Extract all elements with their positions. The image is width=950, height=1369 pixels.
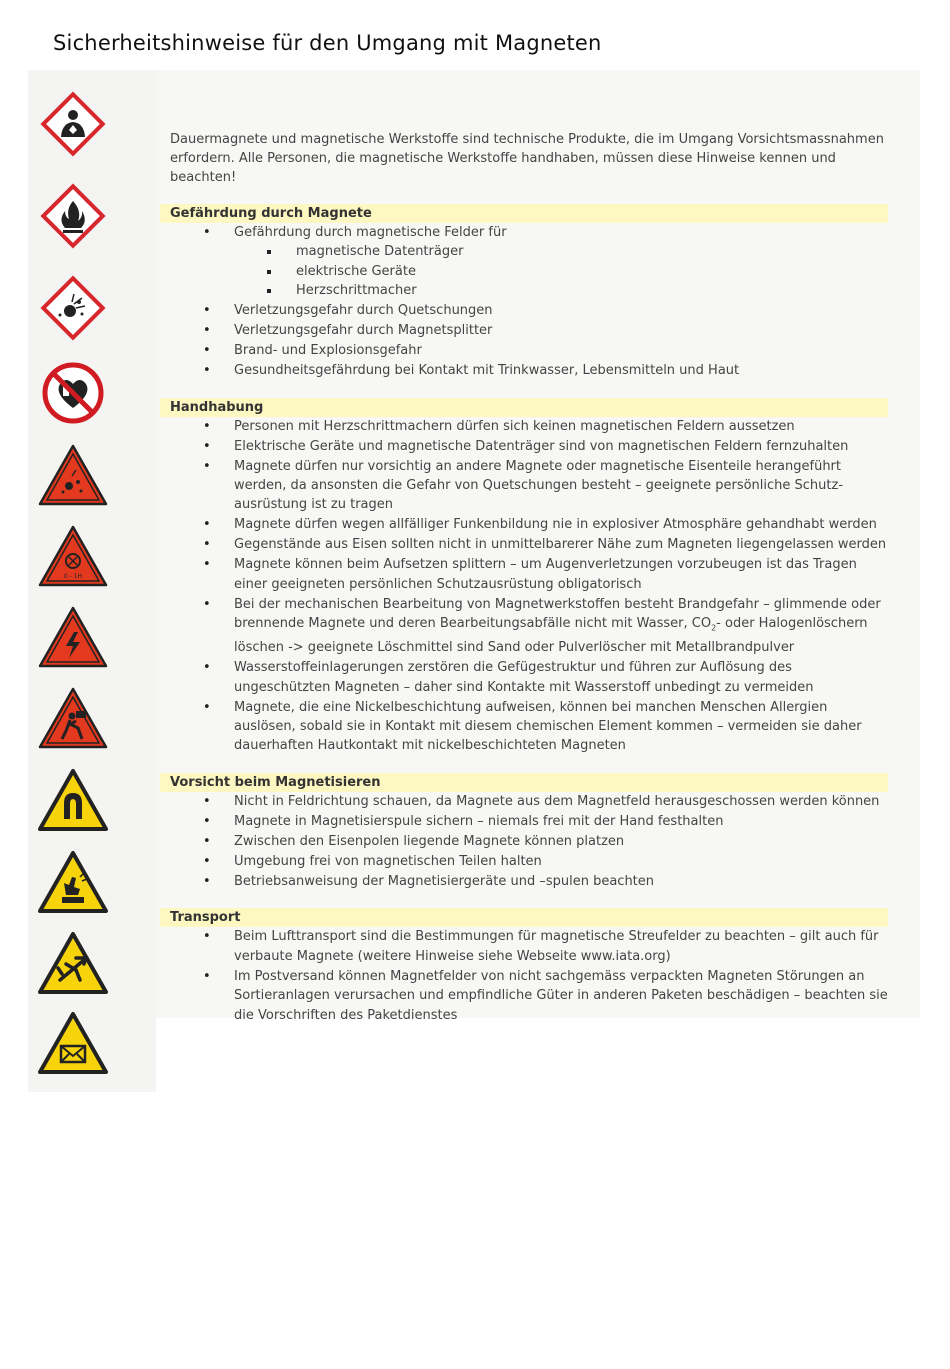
- sub-list-item: Herzschrittmacher: [234, 281, 888, 300]
- intro-text: Dauermagnete und magnetische Werkstoffe sind technische Produkte, die im Umgang Vorsichtsmassnahmen erfordern. Alle Personen, die magnetische Werkstoffe handhaben, müssen diese Hinweise kennen und beachten!: [170, 132, 884, 185]
- magnetic-field-warning-icon: [36, 765, 110, 839]
- section-transport: [160, 908, 888, 1025]
- list-item: • Bei der mechanischen Bearbeitung von Magnetwerkstoffen besteht Brandgefahr – glimmende oder brennende Magnete und deren Bearbeitungsabfälle nicht mit Wasser, $CO_2-$ oder Halogenlöschern löschen -> geeignete Löschmittel sind Sand oder Pulverlöscher mit Metallbrandpulver: [160, 595, 888, 658]
- list-item: • Magnete dürfen wegen allfälliger Funkenbildung nie in explosiver Atmosphäre gehandhabt werden: [160, 515, 888, 534]
- list-item: • Gesundheitsgefährdung bei Kontakt mit Trinkwasser, Lebensmitteln und Haut: [160, 361, 888, 380]
- explosive-icon: [36, 271, 110, 345]
- sparks-warning-icon: [36, 602, 110, 676]
- page-title: Sicherheitshinweise für den Umgang mit Magneten: [53, 31, 602, 55]
- list-item: • Magnete, die eine Nickelbeschichtung aufweisen, können bei manchen Menschen Allergien auslösen, sobald sie in Kontakt mit diesem chemischen Element kommen – vermeiden sie daher dauerhaften Hautkontakt mit nickelbeschichteten Magneten: [160, 698, 888, 756]
- list-item: • Nicht in Feldrichtung schauen, da Magnete aus dem Magnetfeld herausgeschossen werden können: [160, 792, 888, 811]
- list-item: • Betriebsanweisung der Magnetisiergeräte und –spulen beachten: [160, 872, 888, 891]
- list-item: • Beim Lufttransport sind die Bestimmungen für magnetische Streufelder zu beachten – gilt auch für verbaute Magnete (weitere Hinweise siehe Webseite www.iata.org): [160, 927, 888, 966]
- splinter-warning-icon: [36, 440, 110, 514]
- section-heading: Vorsicht beim Magnetisieren: [160, 773, 888, 792]
- list-item: • Umgebung frei von magnetischen Teilen halten: [160, 852, 888, 871]
- section-magnetisieren: [160, 773, 888, 891]
- health-hazard-icon: [36, 87, 110, 161]
- list-item: • Verletzungsgefahr durch Quetschungen: [160, 301, 888, 320]
- list-item: • Personen mit Herzschrittmachern dürfen sich keinen magnetischen Feldern aussetzen: [160, 417, 888, 436]
- hand-injury-warning-icon: [36, 847, 110, 921]
- crushing-warning-icon: [36, 683, 110, 757]
- air-transport-warning-icon: [36, 928, 110, 1002]
- section-heading: Handhabung: [160, 398, 888, 417]
- content: [160, 130, 888, 1026]
- list-item: • Im Postversand können Magnetfelder von nicht sachgemäss verpackten Magneten Störungen an Sortieranlagen verursachen und empfindliche Güter in anderen Paketen beschädigen – beachten sie die Vorschriften des Paketdienstes: [160, 967, 888, 1025]
- list-item: • Magnete dürfen nur vorsichtig an andere Magnete oder magnetische Eisenteile herangeführt werden, da ansonsten die Gefahr von Quetschungen besteht – geeignete persönliche Schutz-ausrüstung ist zu tragen: [160, 457, 888, 515]
- list-item: • Magnete können beim Aufsetzen splittern – um Augenverletzungen vorzubeugen ist das Tragen einer geeigneten persönlichen Schutzausrüstung obligatorisch: [160, 555, 888, 594]
- section-heading: Transport: [160, 908, 888, 927]
- list-item: • Elektrische Geräte und magnetische Datenträger sind von magnetischen Feldern fernzuhalten: [160, 437, 888, 456]
- list-item: • Zwischen den Eisenpolen liegende Magnete können platzen: [160, 832, 888, 851]
- list-item: • Magnete in Magnetisierspule sichern – niemals frei mit der Hand festhalten: [160, 812, 888, 831]
- list-item: • Verletzungsgefahr durch Magnetsplitter: [160, 321, 888, 340]
- flammable-icon: [36, 179, 110, 253]
- section-gefaehrdung: [160, 204, 888, 381]
- mail-warning-icon: [36, 1008, 110, 1082]
- sub-list-item: magnetische Datenträger: [234, 242, 888, 261]
- section-heading: Gefährdung durch Magnete: [160, 204, 888, 223]
- hydrogen-sign-label: 0 - 1H: [63, 573, 83, 580]
- no-pacemaker-icon: [36, 356, 110, 430]
- hydrogen-warning-icon: [36, 521, 110, 595]
- sub-list-item: elektrische Geräte: [234, 262, 888, 281]
- list-item: • Gegenstände aus Eisen sollten nicht in unmittelbarerer Nähe zum Magneten liegengelassen werden: [160, 535, 888, 554]
- list-item: • Gefährdung durch magnetische Felder für magnetische Datenträger elektrische Geräte Herzschrittmacher: [160, 223, 888, 301]
- list-item: • Brand- und Explosionsgefahr: [160, 341, 888, 360]
- list-item: • Wasserstoffeinlagerungen zerstören die Gefügestruktur und führen zur Auflösung des ungeschützten Magneten – daher sind Kontakte mit Wasserstoff unbedingt zu vermeiden: [160, 658, 888, 697]
- section-handhabung: [160, 398, 888, 756]
